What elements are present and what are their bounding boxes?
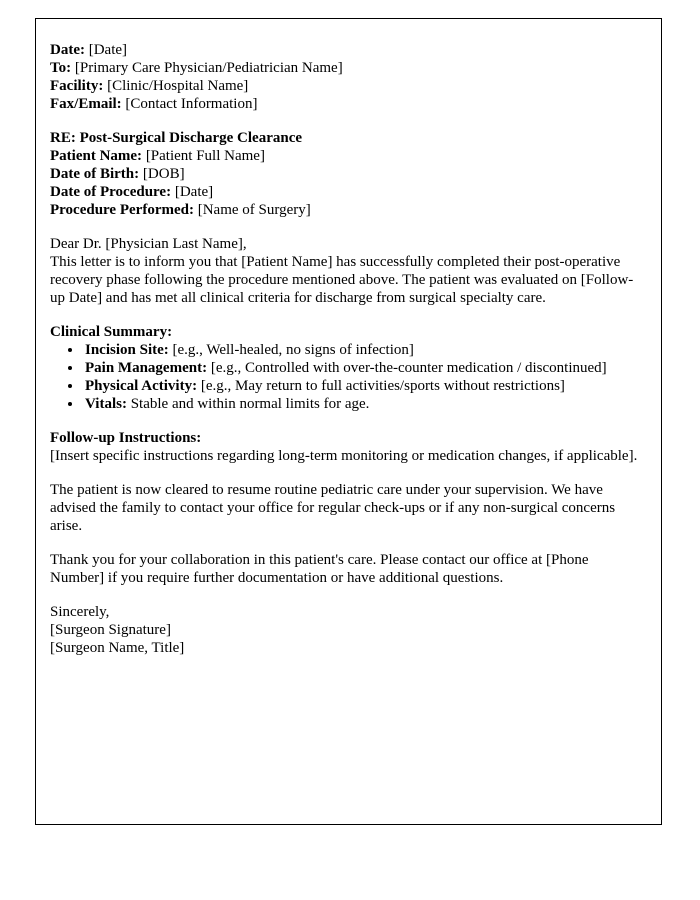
bullet-vitals-label: Vitals: bbox=[85, 396, 127, 412]
bullet-incision-site-label: Incision Site: bbox=[85, 342, 169, 358]
date-label: Date: bbox=[50, 42, 85, 58]
procedure-performed-line bbox=[50, 201, 645, 219]
bullet-physical-activity bbox=[83, 377, 645, 395]
signature-name-line: [Surgeon Name, Title] bbox=[50, 640, 185, 656]
closing-line: Sincerely, bbox=[50, 604, 110, 620]
clinical-summary-heading: Clinical Summary: bbox=[50, 324, 173, 340]
fax-email-line bbox=[50, 95, 645, 113]
clinical-summary-list bbox=[50, 341, 645, 413]
bullet-pain-management-label: Pain Management: bbox=[85, 360, 208, 376]
signature-line: [Surgeon Signature] bbox=[50, 622, 171, 638]
fax-email-label: Fax/Email: bbox=[50, 96, 122, 112]
date-of-procedure-line bbox=[50, 183, 645, 201]
bullet-incision-site bbox=[83, 341, 645, 359]
date-of-procedure-label: Date of Procedure: bbox=[50, 184, 172, 200]
cleared-paragraph: The patient is now cleared to resume routine pediatric care under your supervision. We have advised the family to contact your office for regular check-ups or if any non-surgical concerns arise. bbox=[50, 482, 616, 534]
procedure-performed-label: Procedure Performed: bbox=[50, 202, 194, 218]
followup-placeholder-paragraph: [Insert specific instructions regarding long-term monitoring or medication changes, if applicable]. bbox=[50, 448, 638, 464]
to-label: To: bbox=[50, 60, 72, 76]
bullet-incision-site-value: [e.g., Well-healed, no signs of infection] bbox=[168, 342, 414, 358]
intro-paragraph: This letter is to inform you that [Patient Name] has successfully completed their post-operative recovery phase following the procedure mentioned above. The patient was evaluated on [Follow-up Date] and has met all clinical criteria for discharge from surgical specialty care. bbox=[50, 254, 634, 306]
fax-email-value: [Contact Information] bbox=[121, 96, 258, 112]
bullet-pain-management bbox=[83, 359, 645, 377]
facility-line bbox=[50, 77, 645, 95]
date-value: [Date] bbox=[84, 42, 128, 58]
recipient-block bbox=[50, 59, 645, 113]
letter-page bbox=[35, 18, 662, 825]
bullet-vitals-value: Stable and within normal limits for age. bbox=[126, 396, 370, 412]
date-of-birth-value: [DOB] bbox=[139, 166, 185, 182]
procedure-performed-value: [Name of Surgery] bbox=[193, 202, 311, 218]
bullet-physical-activity-label: Physical Activity: bbox=[85, 378, 198, 394]
signature-block bbox=[50, 621, 645, 657]
date-of-birth-label: Date of Birth: bbox=[50, 166, 140, 182]
re-line: RE: Post-Surgical Discharge Clearance bbox=[50, 130, 303, 146]
patient-info-block bbox=[50, 147, 645, 219]
salutation-line: Dear Dr. [Physician Last Name], bbox=[50, 236, 247, 252]
bullet-physical-activity-value: [e.g., May return to full activities/sports without restrictions] bbox=[197, 378, 565, 394]
patient-name-label: Patient Name: bbox=[50, 148, 143, 164]
date-of-birth-line bbox=[50, 165, 645, 183]
date-line bbox=[50, 41, 645, 59]
bullet-pain-management-value: [e.g., Controlled with over-the-counter medication / discontinued] bbox=[207, 360, 607, 376]
followup-heading: Follow-up Instructions: bbox=[50, 430, 202, 446]
date-of-procedure-value: [Date] bbox=[171, 184, 214, 200]
to-line bbox=[50, 59, 645, 77]
facility-value: [Clinic/Hospital Name] bbox=[103, 78, 249, 94]
thanks-paragraph: Thank you for your collaboration in this patient's care. Please contact our office at [Phone Number] if you require further documentation or have additional questions. bbox=[50, 552, 589, 586]
bullet-vitals bbox=[83, 395, 645, 413]
to-value: [Primary Care Physician/Pediatrician Name] bbox=[71, 60, 343, 76]
facility-label: Facility: bbox=[50, 78, 104, 94]
patient-name-line bbox=[50, 147, 645, 165]
patient-name-value: [Patient Full Name] bbox=[142, 148, 265, 164]
